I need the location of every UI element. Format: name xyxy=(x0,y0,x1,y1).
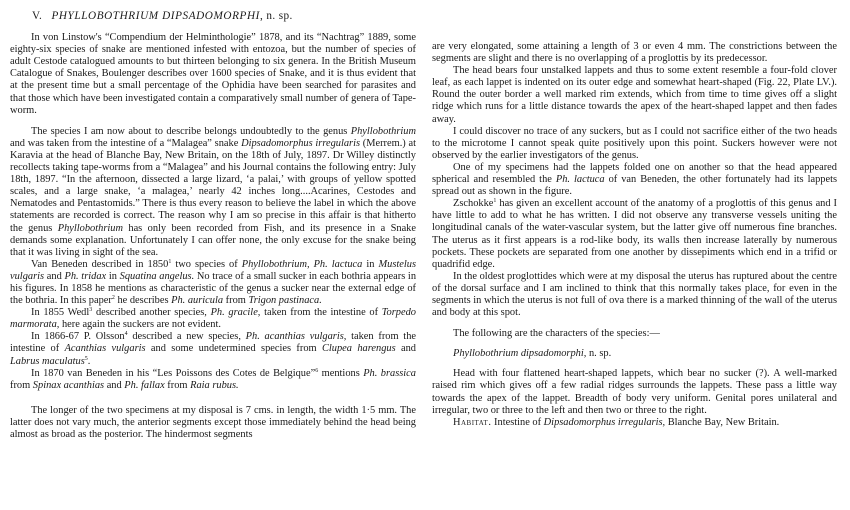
footnote-marker: 6 xyxy=(315,367,319,374)
paragraph-zschokke xyxy=(432,198,837,271)
paragraph-wedl-1855 xyxy=(10,307,416,331)
paragraph-characters-intro: The following are the characters of the species:— xyxy=(453,328,660,340)
species-name: Phyllobothrium xyxy=(57,222,123,234)
text-run: Intestine of xyxy=(491,416,544,428)
paragraph-uterus: In the oldest proglottides which were at my disposal the uterus has ruptured about the centre of the dorsal surface and I am inclined to think that this normally takes place, for even in the segments in which the uterus is not full of ova there is a marked thinning of the wall of the uterus and body at this spot. xyxy=(432,270,837,319)
section-number: V. xyxy=(32,10,43,22)
species-name: Ph. acanthias vulgaris, xyxy=(245,331,347,343)
left-column xyxy=(10,10,416,441)
text-run: In 1866-67 P. Olsson xyxy=(31,331,125,343)
text-run: two species of xyxy=(171,258,242,270)
text-run: has given an excellent account of the anatomy of a proglottis of this genus and I have little to add to what he has written. I did not observe any transverse vessels uniting the longitudinal canals of the water-vascular system, but the latter give off numerous fine branches. The uterus as it first appears is a rod-like body, its walls then increase laterally by numerous pockets. These pockets are separated from one another by dissepiments which end in a trifid or quadrifid edge. xyxy=(432,198,837,270)
footnote-marker: 1 xyxy=(168,258,172,265)
text-run: from xyxy=(164,379,191,391)
text-run: from xyxy=(10,379,33,391)
footnote-marker: 2 xyxy=(111,295,115,302)
text-run: and was taken from the intestine of a “Malagea” snake xyxy=(10,137,242,149)
paragraph-habitat xyxy=(432,417,837,429)
text-run: (Merrem.) at Karavia at the head of Blanche Bay, New Britain, on the 18th of July, 1897. Dr Willey distinctly recollects taking tape-worms from a “Malagea” and his Journal contains the following entry: July 18th, 1897. “In the afternoon, dissected a large lizard, ‘a palai,’ with groups of yellow spotted scales, and a large snake, ‘a malagea,’ nearly 42 inches long....Acarines, Cestodes and Nematodes and Pentastomids.” There is thus every reason to believe the label in which the above statements are recorded is correct. The reason why I am so precise in this affair is that hitherto the genus xyxy=(10,137,417,234)
text-run: and xyxy=(104,379,125,391)
text-run: Zschokke xyxy=(453,198,494,210)
text-run: n. sp. xyxy=(586,348,612,360)
section-heading xyxy=(32,10,416,22)
paragraph-specimen-dimensions: The longer of the two specimens at my disposal is 7 cms. in length, the width 1·5 mm. The latter does not vary much, the anterior segments except those immediately behind the head being almost as broad as the posterior. The hindermost segments xyxy=(10,404,416,440)
species-name: Squatina angelus. xyxy=(119,270,195,282)
text-run: has only been recorded from Fish, and its presence in a Snake demands some explanation. Unfortunately I can offer none, the only excuse for the snake being that it was living in sight of the sea. xyxy=(10,222,416,258)
text-run: described a new species, xyxy=(127,331,246,343)
text-run: taken from the intestine of xyxy=(260,307,382,319)
habitat-label: Habitat. xyxy=(453,416,492,428)
species-name: Ph. lactuca xyxy=(555,174,605,186)
species-name: Clupea harengus xyxy=(321,343,396,355)
paragraph-suckers: I could discover no trace of any suckers, but as I could not sacrifice either of the two heads to the microtome I cannot speak quite positively upon this point. Suckers however were not observed by the earlier investigators of the genus. xyxy=(432,125,837,161)
text-run: and some undetermined species from xyxy=(145,343,322,355)
species-name: Torpedo marmorata, xyxy=(10,307,416,331)
paragraph-diagnosis: Head with four flattened heart-shaped lappets, which bear no sucker (?). A well-marked raised rim which gives off a few radial ridges surrounds the lappets. These pass a little way towards the apex of the lappet. Breadth of body very uniform. Genital pores unilateral and irregular, two or three to the left and then two or three to the right. xyxy=(432,368,837,416)
species-name: Dipsadomorphus irregularis, xyxy=(543,416,666,428)
right-column xyxy=(432,41,837,429)
species-name: Labrus maculatus xyxy=(10,355,85,367)
species-name: Ph. gracile, xyxy=(210,307,261,319)
text-run: Van Beneden described in 1850 xyxy=(31,258,169,270)
species-name: Spinax acanthias xyxy=(32,379,105,391)
text-run: In 1855 Wedl xyxy=(31,307,90,319)
text-run: taken from the intestine of xyxy=(10,331,416,355)
species-name: Acanthias vulgaris xyxy=(64,343,146,355)
footnote-marker: 4 xyxy=(124,331,128,338)
text-run: of van Beneden, the other fortunately had its lappets spread out as shown in the figure. xyxy=(432,174,837,198)
species-name: Raia rubus. xyxy=(190,379,239,391)
text-run: One of my specimens had the lappets folded one on another so that the head appeared spherical and resembled the xyxy=(432,161,837,186)
species-name: Phyllobothrium, Ph. lactuca xyxy=(241,258,363,270)
species-name: Dipsadomorphus irregularis xyxy=(241,137,361,149)
paragraph-van-beneden-1870 xyxy=(10,368,416,392)
species-name: Trigon pastinaca. xyxy=(248,295,322,307)
text-run: In 1870 van Beneden in his “Les Poissons des Cotes de Belgique” xyxy=(31,367,316,379)
text-run: No trace of a small sucker in each bothria appears in his figures. In 1858 he mentions as characteristic of the genus a sucker near the external edge of the bothria. In this paper xyxy=(10,270,417,307)
text-run: in xyxy=(106,270,120,282)
species-name: Ph. brassica xyxy=(363,367,416,379)
species-name: Phyllobothrium xyxy=(350,125,416,137)
text-run: he describes xyxy=(114,295,172,307)
text-run: and xyxy=(44,270,65,282)
paragraph-lappets xyxy=(432,162,837,198)
text-run: described another species, xyxy=(92,307,211,319)
species-name: Ph. fallax xyxy=(124,379,165,391)
text-run: The species I am now about to describe belongs undoubtedly to the genus xyxy=(31,125,351,137)
text-run: from xyxy=(223,295,249,307)
species-name: Ph. tridax xyxy=(64,270,107,282)
paragraph-olsson-1866 xyxy=(10,331,416,367)
section-title: PHYLLOBOTHRIUM DIPSADOMORPHI xyxy=(51,10,260,22)
paragraph-van-beneden-1850 xyxy=(10,259,416,307)
footnote-marker: 5 xyxy=(84,355,88,362)
text-run: mentions xyxy=(318,367,364,379)
paragraph-species-origin xyxy=(10,126,416,259)
paragraph-head-description: The head bears four unstalked lappets and thus to some extent resemble a four-fold clover leaf, as each lappet is indented on its outer edge and somewhat heart-shaped (Fig. 22, Plate LV.). Round the outer border a well marked rim extends, which from time to time gives off a slight ridge which runs for a little distance towards the apex of the heart-shaped lappet and then fades away. xyxy=(432,65,837,125)
text-run: here again the suckers are not evident. xyxy=(59,319,221,331)
footnote-marker: 3 xyxy=(89,307,93,314)
text-run: and xyxy=(395,343,416,355)
species-name: Phyllobothrium dipsadomorphi, xyxy=(453,348,587,360)
text-run: . xyxy=(87,355,91,367)
section-title-suffix: , n. sp. xyxy=(259,10,293,22)
footnote-marker: 1 xyxy=(493,198,497,205)
paragraph-literature-overview: In von Linstow's “Compendium der Helminthologie” 1878, and its “Nachtrag” 1889, some eighty-six species of snake are mentioned infested with entozoa, but the number of species of adult Cestode catalogued amounts to but thirteen belonging to six genera. In the British Museum Catalogue of Snakes, Boulenger describes over 1600 species of Snake, and it is thus evident that at the present time but a small percentage of the Ophidia have been searched for parasites and that those which have been investigated contain a comparatively small number of genera of Tape-worm. xyxy=(10,32,416,116)
species-name: Ph. auricula xyxy=(171,295,224,307)
species-diagnosis-heading xyxy=(432,348,837,360)
text-run: in xyxy=(362,258,379,270)
species-name: Mustelus vulgaris xyxy=(10,258,417,282)
text-run: Blanche Bay, New Britain. xyxy=(665,416,780,428)
paragraph-segments-continued: are very elongated, some attaining a length of 3 or even 4 mm. The constrictions between the segments are slight and there is no overlapping of a proglottis by its predecessor. xyxy=(432,41,837,65)
